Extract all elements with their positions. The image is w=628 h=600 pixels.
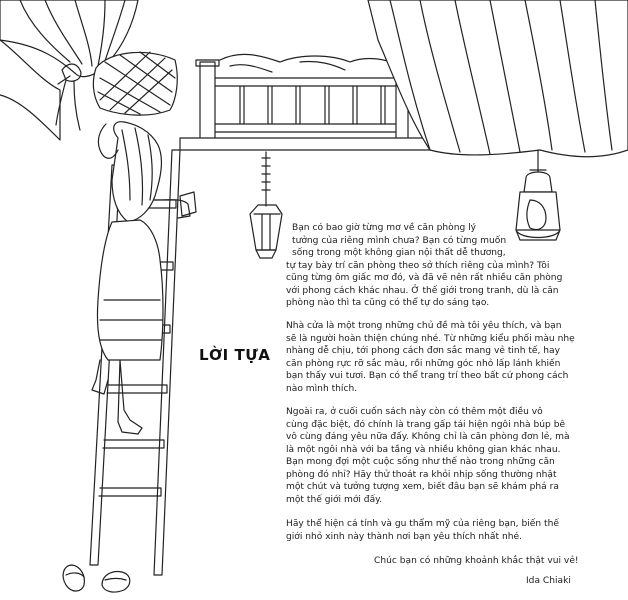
preface-paragraph-2 — [286, 320, 575, 395]
text-line: sẽ là người hoàn thiện chúng nhé. Từ những kiểu phối màu nhẹ — [286, 333, 575, 344]
text-line: Bạn mong đợi một cuộc sống như thế nào trong những căn — [286, 457, 555, 467]
text-line: phòng nào thì ta cũng có thể tự do sáng tạo. — [286, 298, 490, 308]
text-line: một thế giới mới đấy. — [286, 494, 383, 505]
text-line: Bạn có bao giờ từng mơ về căn phòng lý — [292, 223, 477, 233]
text-line: với phong cách khác nhau. Ở thế giới trong tranh, dù là căn — [286, 285, 559, 296]
text-line: căn phòng rực rỡ sắc màu, rồi những góc nhỏ lấp lánh khiến — [286, 358, 561, 369]
slippers-drawing — [63, 565, 130, 592]
closing-line: Chúc bạn có những khoảnh khắc thật vui vẻ! — [374, 556, 579, 566]
pillow-drawing — [93, 52, 177, 115]
page-title: LỜI TỰA — [199, 346, 271, 364]
text-line: nhàng dễ chịu, tới phong cách đơn sắc mang vẻ tinh tế, hay — [286, 346, 561, 356]
text-line: bạn thấy vui tươi. Bạn có thể trang trí theo bất cứ phong cách — [286, 371, 569, 381]
text-line: cùng đặc biệt, đó chính là trang gấp tái hiện ngôi nhà búp bê — [286, 419, 566, 430]
preface-paragraph-4 — [286, 518, 559, 543]
text-line: nào mình thích. — [286, 383, 358, 394]
text-line: Ngoài ra, ở cuối cuốn sách này còn có thêm một điều vô — [286, 407, 543, 417]
text-line: giới nhỏ xinh này thành nơi bạn yêu thích nhất nhé. — [286, 531, 522, 542]
text-line: phòng đó nhỉ? Hãy thử thoát ra khỏi nhịp sống thường nhật — [286, 469, 557, 480]
text-line: tưởng của riêng mình chưa? Bạn có từng muốn — [292, 235, 507, 246]
text-line: là một ngôi nhà với ba tầng và nhiều không gian khác nhau. — [286, 444, 561, 455]
text-line: tự tay bày trí căn phòng theo sở thích riêng của mình? Tôi — [286, 260, 550, 271]
hanging-lamp-left-drawing — [250, 152, 282, 258]
text-line: sống trong một không gian nội thất dễ thương, — [292, 248, 506, 258]
text-line: cũng từng ôm giấc mơ đó, và đã vẽ nên rất nhiều căn phòng — [286, 273, 563, 283]
text-line: Nhà cửa là một trong những chủ đề mà tôi yêu thích, và bạn — [286, 321, 562, 331]
preface-paragraph-1 — [286, 222, 563, 310]
text-line: vô cùng đáng yêu nữa đấy. Không chỉ là căn phòng đơn lẻ, mà — [286, 432, 570, 442]
text-line: Hãy thể hiện cá tính và gu thẩm mỹ của riêng bạn, biến thế — [286, 519, 559, 529]
author-signature: Ida Chiaki — [526, 576, 571, 586]
text-line: một chút và tưởng tượng xem, biết đâu bạn sẽ khám phá ra — [286, 482, 559, 492]
preface-paragraph-3 — [286, 406, 570, 506]
